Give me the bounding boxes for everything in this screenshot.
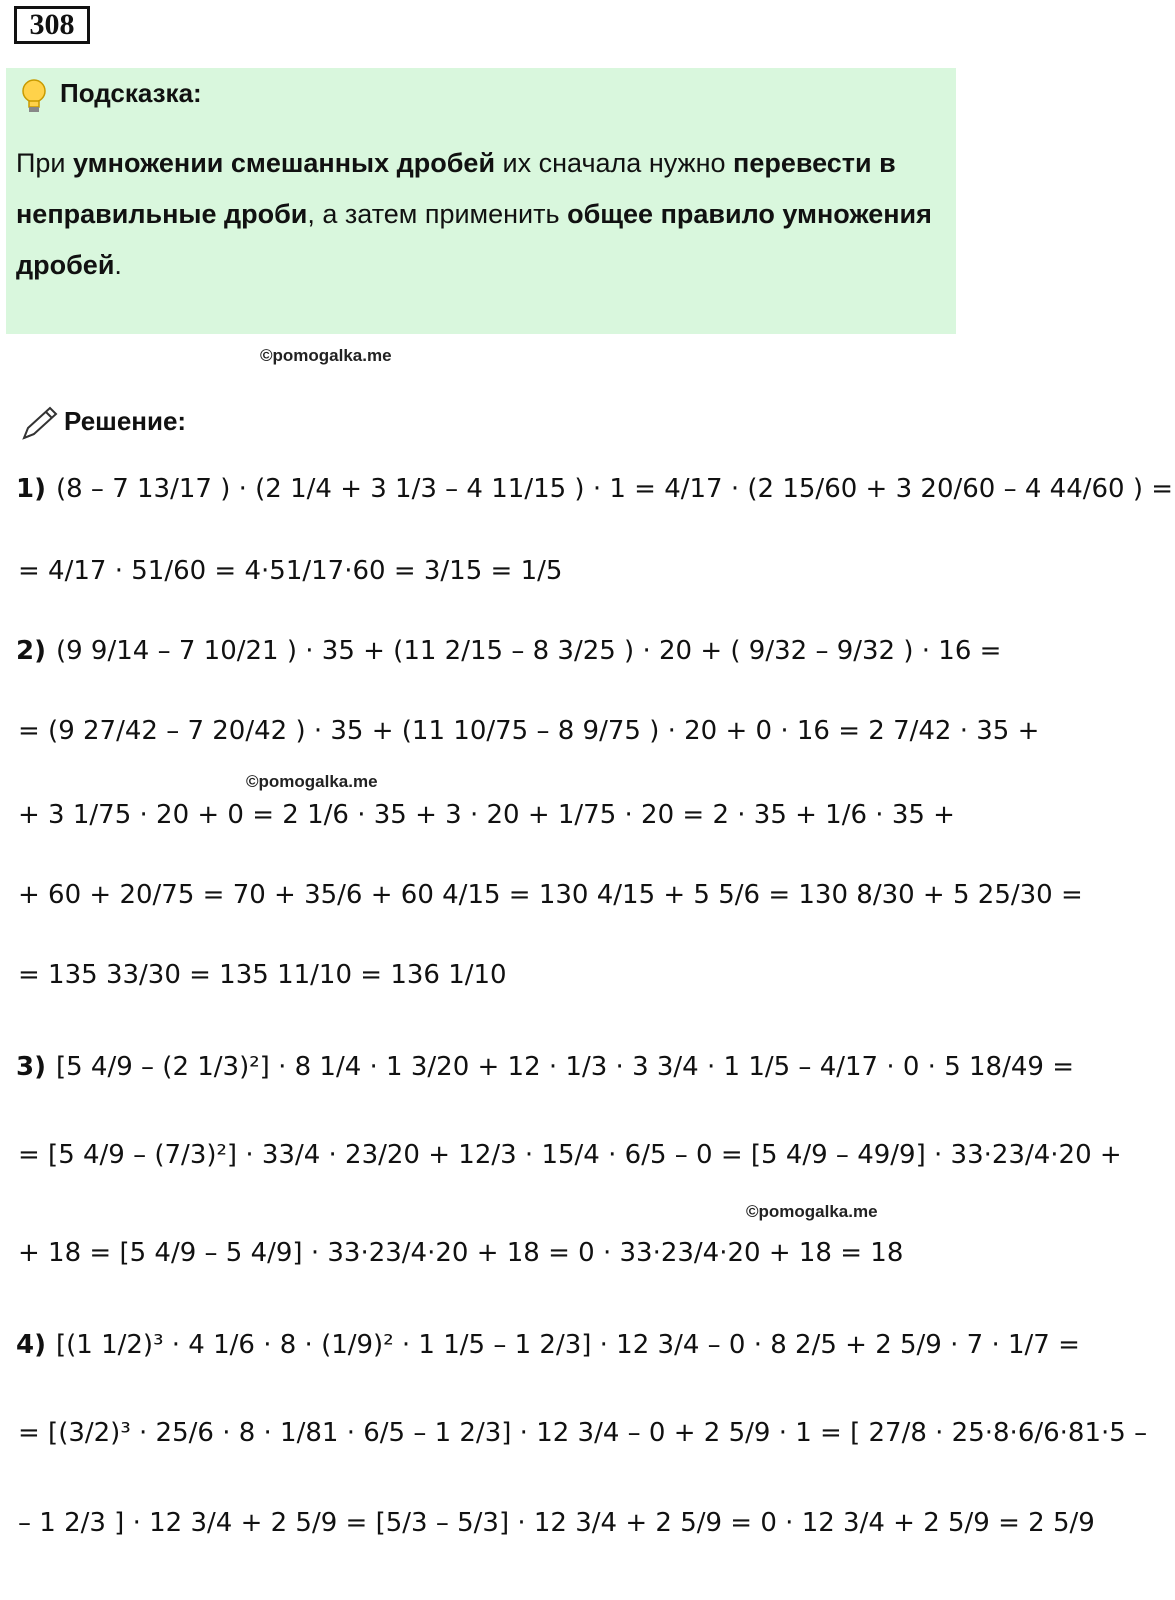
lightbulb-icon [18,78,50,116]
task-number: 308 [14,6,90,44]
solution-title: Решение: [64,406,187,436]
solution-line: 2) (9 9/14 – 7 10/21 ) · 35 + (11 2/15 – 8 3/25 ) · 20 + ( 9/32 – 9/32 ) · 16 = [16,636,1002,666]
hint-text-part: общее правило умножения дробей [16,199,932,280]
solution-line: 4) [(1 1/2)³ · 4 1/6 · 8 · (1/9)² · 1 1/5 – 1 2/3] · 12 3/4 – 0 · 8 2/5 + 2 5/9 · 7 · 1/7 = [16,1330,1080,1360]
pencil-icon [18,404,60,444]
solution-line: = 4/17 · 51/60 = 4·51/17·60 = 3/15 = 1/5 [18,556,563,586]
solution-line: + 18 = [5 4/9 – 5 4/9] · 33·23/4·20 + 18 = 0 · 33·23/4·20 + 18 = 18 [18,1238,904,1268]
solution-line: 1) (8 – 7 13/17 ) · (2 1/4 + 3 1/3 – 4 11/15 ) · 1 = 4/17 · (2 15/60 + 3 20/60 – 4 44/60 ) = [16,474,1174,504]
hint-text-part: При [16,148,74,178]
solution-line: + 3 1/75 · 20 + 0 = 2 1/6 · 35 + 3 · 20 + 1/75 · 20 = 2 · 35 + 1/6 · 35 + [18,800,955,830]
hint-text-part: их сначала нужно [495,148,734,178]
solution-line: = (9 27/42 – 7 20/42 ) · 35 + (11 10/75 – 8 9/75 ) · 20 + 0 · 16 = 2 7/42 · 35 + [18,716,1040,746]
solution-line: + 60 + 20/75 = 70 + 35/6 + 60 4/15 = 130 4/15 + 5 5/6 = 130 8/30 + 5 25/30 = [18,880,1083,910]
solution-line: = [5 4/9 – (7/3)²] · 33/4 · 23/20 + 12/3 · 15/4 · 6/5 – 0 = [5 4/9 – 49/9] · 33·23/4·20 + [18,1140,1122,1170]
hint-text-part: , а затем применить [307,199,568,229]
hint-text-part: умножении смешанных дробей [73,148,496,178]
solution-line: 3) [5 4/9 – (2 1/3)²] · 8 1/4 · 1 3/20 + 12 · 1/3 · 3 3/4 · 1 1/5 – 4/17 · 0 · 5 18/49 = [16,1052,1074,1082]
hint-text-part: . [114,250,122,280]
solution-line: – 1 2/3 ] · 12 3/4 + 2 5/9 = [5/3 – 5/3] · 12 3/4 + 2 5/9 = 0 · 12 3/4 + 2 5/9 = 2 5/9 [18,1508,1095,1538]
watermark-3: ©pomogalka.me [746,1202,878,1221]
watermark: ©pomogalka.me [260,346,392,365]
hint-text-part: перевести в неправильные дроби [16,148,896,229]
hint-text [16,138,936,291]
solution-line: = 135 33/30 = 135 11/10 = 136 1/10 [18,960,507,990]
hint-title: Подсказка: [60,78,202,108]
watermark-2: ©pomogalka.me [246,772,378,791]
solution-line: = [(3/2)³ · 25/6 · 8 · 1/81 · 6/5 – 1 2/3] · 12 3/4 – 0 + 2 5/9 · 1 = [ 27/8 · 25·8·6/6·81·5 – [18,1418,1148,1448]
